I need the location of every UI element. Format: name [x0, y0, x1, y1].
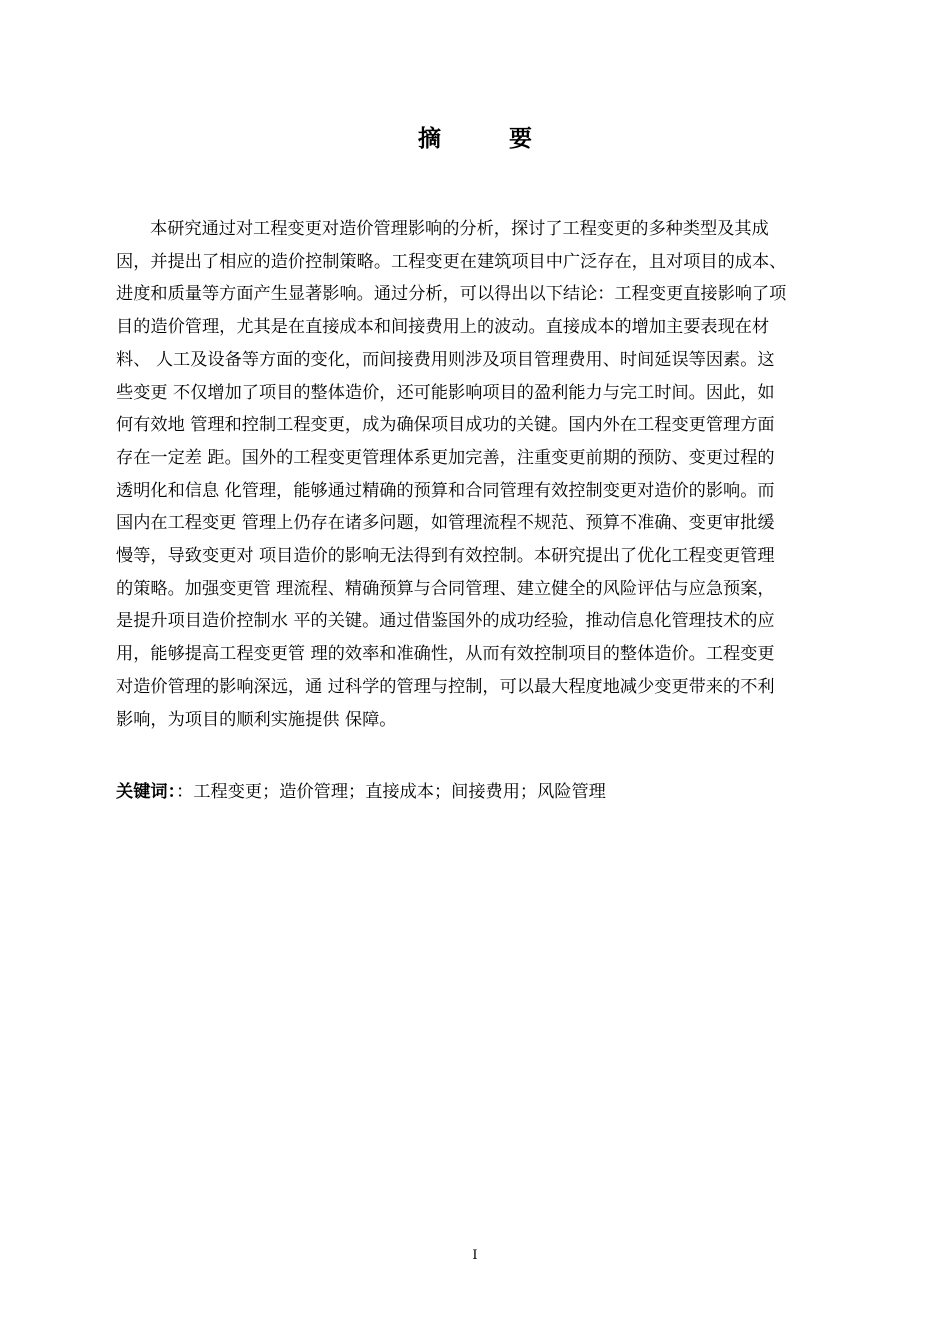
abstract-line: 何有效地 管理和控制工程变更，成为确保项目成功的关键。国内外在工程变更管理方面 [116, 415, 775, 436]
abstract-line: 进度和质量等方面产生显著影响。通过分析，可以得出以下结论：工程变更直接影响了项 [116, 284, 787, 305]
page-number: I [472, 1248, 478, 1263]
abstract-line: 因，并提出了相应的造价控制策略。工程变更在建筑项目中广泛存在，且对项目的成本、 [116, 251, 787, 272]
abstract-line: 本研究通过对工程变更对造价管理影响的分析，探讨了工程变更的多种类型及其成 [150, 219, 769, 239]
abstract-line: 影响，为项目的顺利实施提供 保障。 [116, 709, 397, 730]
abstract-line: 料、 人工及设备等方面的变化，而间接费用则涉及项目管理费用、时间延误等因素。这 [116, 349, 775, 370]
keywords-value: ：工程变更；造价管理；直接成本；间接费用；风险管理 [176, 782, 606, 802]
abstract-line: 对造价管理的影响深远，通 过科学的管理与控制，可以最大程度地减少变更带来的不利 [116, 676, 775, 697]
abstract-line: 些变更 不仅增加了项目的整体造价，还可能影响项目的盈利能力与完工时间。因此，如 [116, 382, 775, 403]
abstract-line: 是提升项目造价控制水 平的关键。通过借鉴国外的成功经验，推动信息化管理技术的应 [116, 611, 775, 632]
abstract-line: 透明化和信息 化管理，能够通过精确的预算和合同管理有效控制变更对造价的影响。而 [116, 480, 775, 501]
abstract-line: 存在一定差 距。国外的工程变更管理体系更加完善，注重变更前期的预防、变更过程的 [116, 447, 775, 468]
abstract-line: 国内在工程变更 管理上仍存在诸多问题，如管理流程不规范、预算不准确、变更审批缓 [116, 513, 775, 534]
abstract-title: 摘 要 [417, 126, 562, 152]
abstract-line: 慢等，导致变更对 项目造价的影响无法得到有效控制。本研究提出了优化工程变更管理 [116, 546, 775, 567]
keywords-label: 关键词： [116, 782, 177, 802]
abstract-line: 的策略。加强变更管 理流程、精确预算与合同管理、建立健全的风险评估与应急预案， [116, 578, 775, 599]
keywords-line [116, 776, 852, 808]
abstract-line: 目的造价管理，尤其是在直接成本和间接费用上的波动。直接成本的增加主要表现在材 [116, 317, 770, 338]
abstract-body [116, 213, 852, 736]
abstract-line: 用，能够提高工程变更管 理的效率和准确性，从而有效控制项目的整体造价。工程变更 [116, 644, 775, 665]
